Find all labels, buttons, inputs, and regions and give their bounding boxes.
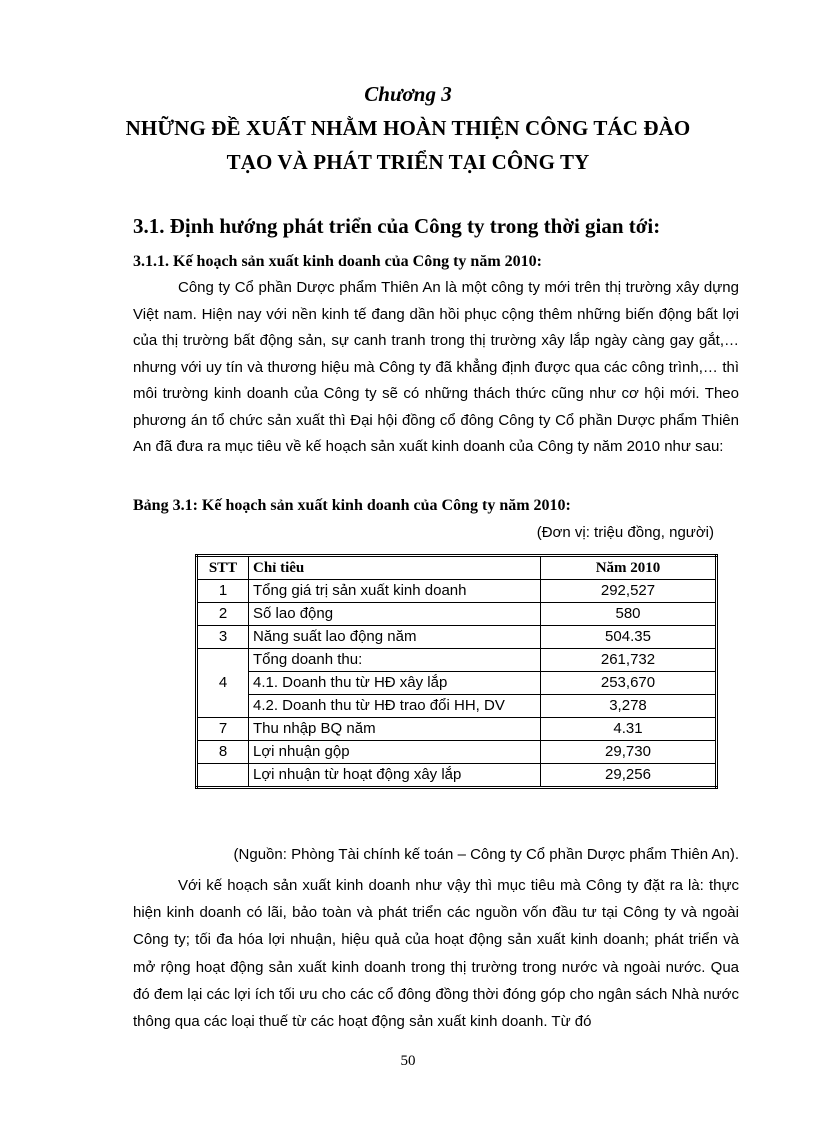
cell-value: 29,730 — [541, 741, 717, 764]
chapter-title-line-1: NHỮNG ĐỀ XUẤT NHẰM HOÀN THIỆN CÔNG TÁC ĐÀO — [125, 116, 691, 140]
cell-value: 504.35 — [541, 626, 717, 649]
table-row — [197, 672, 717, 695]
table-header-row — [197, 556, 717, 580]
cell-value: 253,670 — [541, 672, 717, 695]
cell-value: 292,527 — [541, 580, 717, 603]
table-row — [197, 741, 717, 764]
cell-value: 29,256 — [541, 764, 717, 788]
goals-paragraph: Với kế hoạch sản xuất kinh doanh như vậy thì mục tiêu mà Công ty đặt ra là: thực hiện kinh doanh có lãi, bảo toàn và phát triển các nguồn vốn đầu tư tại Công ty và ngoài Công ty; tối đa hóa lợi nhuận, hiệu quả của hoạt động sản xuất kinh doanh; phát triển và mở rộng hoạt động sản xuất kinh doanh trong thị trường trong nước và ngoài nước. Qua đó đem lại các lợi ích tối ưu cho các cổ đông đồng thời đóng góp cho ngân sách Nhà nước thông qua các loại thuế từ các hoạt động sản xuất kinh doanh. Từ đó — [133, 877, 739, 1031]
header-year-2010: Năm 2010 — [541, 556, 717, 580]
cell-stt: 1 — [197, 580, 249, 603]
table-row — [197, 580, 717, 603]
cell-value: 4.31 — [541, 718, 717, 741]
chapter-label: Chương 3 — [364, 82, 452, 106]
cell-stt: 3 — [197, 626, 249, 649]
chapter-title-line-2: TẠO VÀ PHÁT TRIỂN TẠI CÔNG TY — [226, 150, 590, 174]
table-row — [197, 603, 717, 626]
table-caption: Bảng 3.1: Kế hoạch sản xuất kinh doanh của Công ty năm 2010: — [133, 497, 571, 514]
table-row — [197, 695, 717, 718]
table-row — [197, 649, 717, 672]
cell-indicator: Lợi nhuận từ hoạt động xây lắp — [249, 764, 541, 788]
cell-value: 261,732 — [541, 649, 717, 672]
cell-stt: 2 — [197, 603, 249, 626]
cell-indicator: Tổng giá trị sản xuất kinh doanh — [249, 580, 541, 603]
cell-stt: 8 — [197, 741, 249, 764]
table-row — [197, 626, 717, 649]
cell-stt: 7 — [197, 718, 249, 741]
cell-indicator: Năng suất lao động năm — [249, 626, 541, 649]
cell-value: 3,278 — [541, 695, 717, 718]
header-stt: STT — [197, 556, 249, 580]
intro-paragraph: Công ty Cổ phần Dược phẩm Thiên An là một công ty mới trên thị trường xây dựng Việt nam. Hiện nay với nền kinh tế đang dần hồi phục cộng thêm những biến động bất lợi của thị trường bất động sản, sự canh tranh trong thị trường xây lắp ngày càng gay gắt,…nhưng với uy tín và thương hiệu mà Công ty đã khẳng định được qua các công trình,… thì môi trường kinh doanh của Công ty sẽ có những thách thức cũng như cơ hội mới. Theo phương án tổ chức sản xuất thì Đại hội đồng cổ đông Công ty Cổ phần Dược phẩm Thiên An đã đưa ra mục tiêu về kế hoạch sản xuất kinh doanh của Công ty năm 2010 như sau: — [133, 279, 739, 455]
table-row — [197, 764, 717, 788]
cell-indicator: 4.2. Doanh thu từ HĐ trao đổi HH, DV — [249, 695, 541, 718]
cell-stt: 4 — [197, 649, 249, 718]
table-source-note: (Nguồn: Phòng Tài chính kế toán – Công ty Cổ phần Dược phẩm Thiên An). — [233, 846, 739, 863]
cell-indicator: 4.1. Doanh thu từ HĐ xây lắp — [249, 672, 541, 695]
header-indicator: Chỉ tiêu — [249, 556, 541, 580]
table-unit-note: (Đơn vị: triệu đồng, người) — [536, 524, 714, 541]
cell-value: 580 — [541, 603, 717, 626]
page-number: 50 — [400, 1053, 416, 1069]
cell-stt — [197, 764, 249, 788]
business-plan-table — [195, 554, 718, 789]
cell-indicator: Tổng doanh thu: — [249, 649, 541, 672]
cell-indicator: Thu nhập BQ năm — [249, 718, 541, 741]
subsection-heading: 3.1.1. Kế hoạch sản xuất kinh doanh của Công ty năm 2010: — [133, 253, 542, 270]
cell-indicator: Lợi nhuận gộp — [249, 741, 541, 764]
cell-indicator: Số lao động — [249, 603, 541, 626]
section-heading: 3.1. Định hướng phát triển của Công ty trong thời gian tới: — [133, 214, 661, 238]
table-row — [197, 718, 717, 741]
